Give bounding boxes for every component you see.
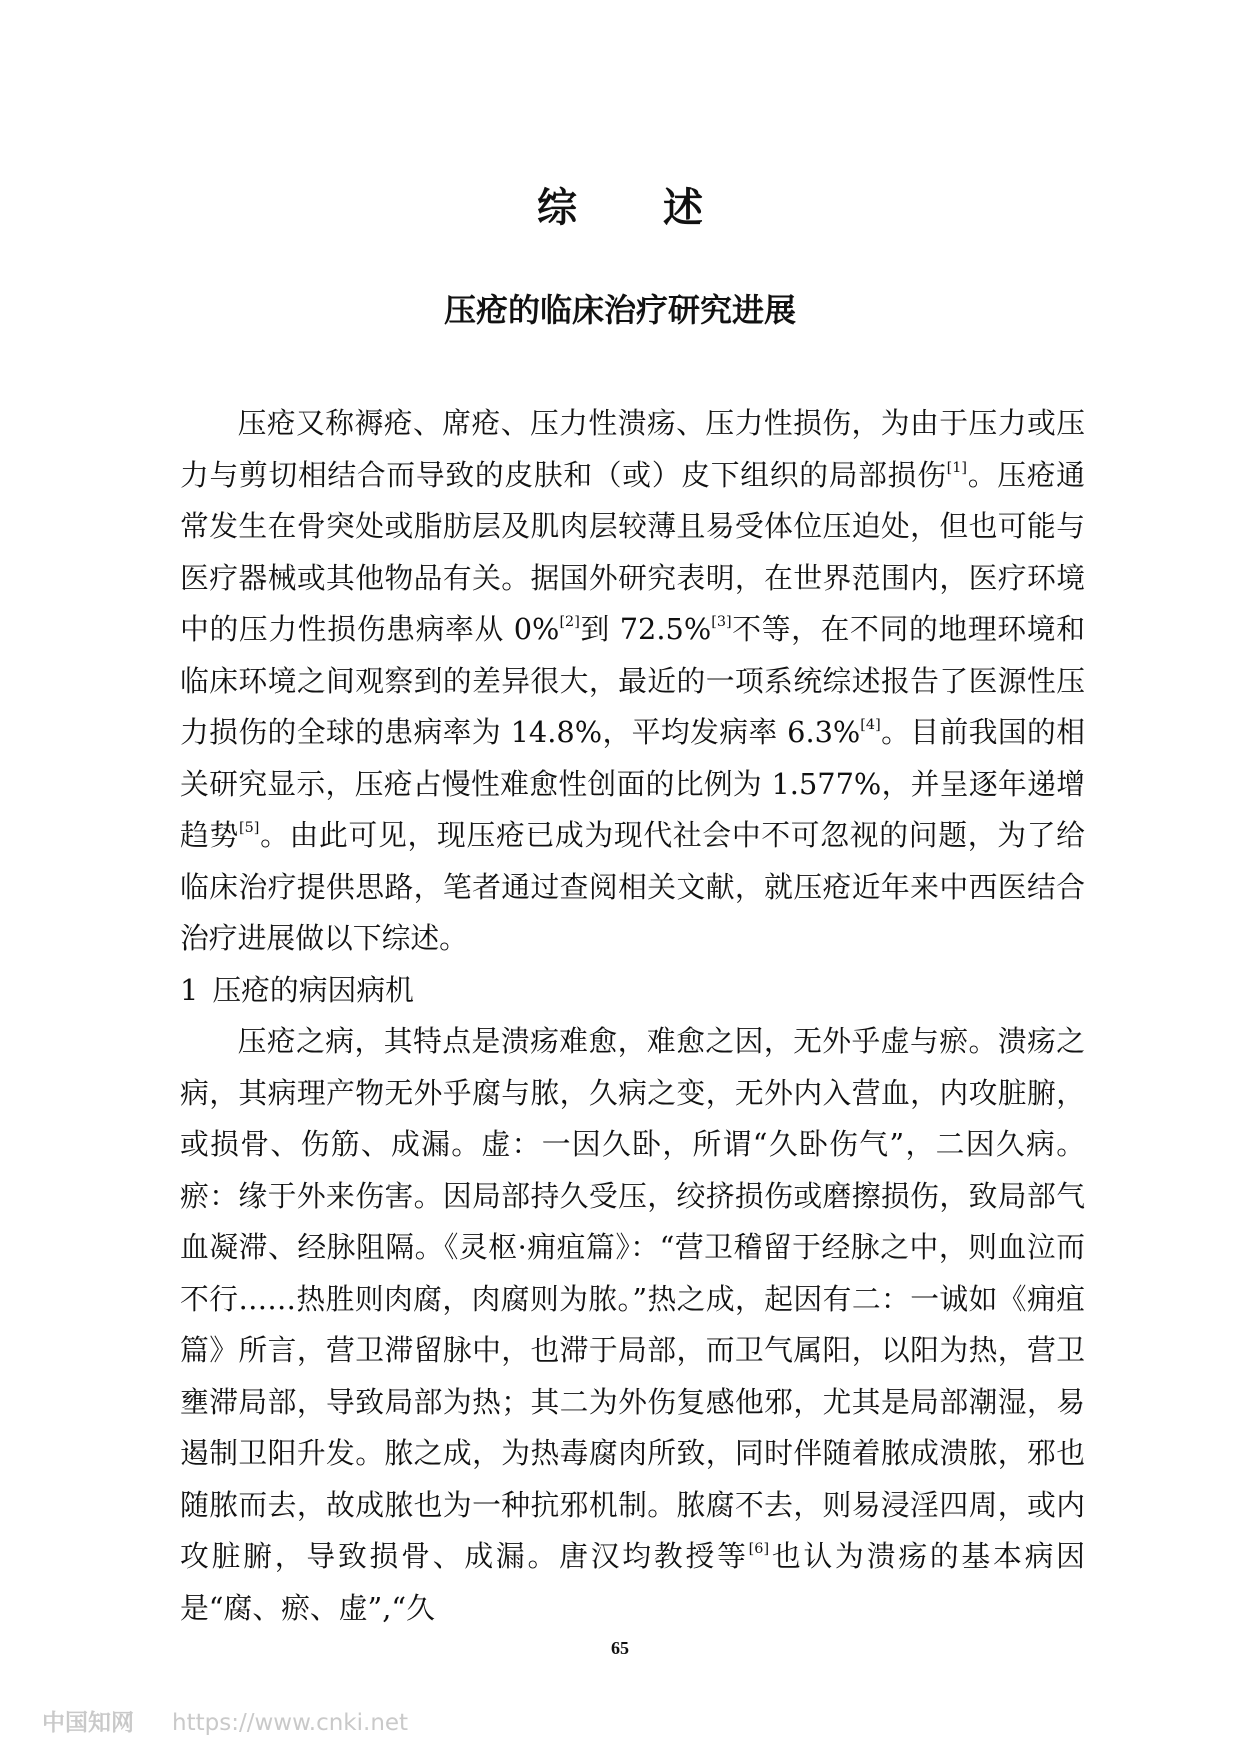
citation-1: [1] bbox=[946, 459, 968, 476]
paragraph-text: 也认为溃疡的基本病因是“腐、瘀、虚”,“久 bbox=[180, 1539, 1085, 1625]
paragraph-text: 。由此可见，现压疮已成为现代社会中不可忽视的问题，为了给临床治疗提供思路，笔者通过查阅相关文献，就压疮近年来中西医结合治疗进展做以下综述。 bbox=[180, 818, 1085, 955]
article-body bbox=[180, 398, 1085, 1634]
watermark-url: https://www.cnki.net bbox=[172, 1710, 409, 1736]
paragraph-etiology bbox=[180, 1016, 1085, 1634]
paragraph-text: 压疮又称褥疮、席疮、压力性溃疡、压力性损伤，为由于压力或压力与剪切相结合而导致的皮肤和（或）皮下组织的局部损伤 bbox=[180, 406, 1085, 492]
citation-2: [2] bbox=[559, 614, 580, 631]
citation-6: [6] bbox=[748, 1541, 770, 1558]
citation-4: [4] bbox=[860, 717, 881, 734]
section-heading bbox=[180, 965, 1085, 1017]
section-heading-number: 1 bbox=[180, 972, 199, 1007]
watermark-brand: 中国知网 bbox=[42, 1710, 134, 1736]
paragraph-text: 压疮之病，其特点是溃疡难愈，难愈之因，无外乎虚与瘀。溃疡之病，其病理产物无外乎腐与脓，久病之变，无外内入营血，内攻脏腑，或损骨、伤筋、成漏。虚：一因久卧，所谓“久卧伤气”，二因久病。瘀：缘于外来伤害。因局部持久受压，绞挤损伤或磨擦损伤，致局部气血凝滞、经脉阻隔。《灵枢·痈疽篇》：“营卫稽留于经脉之中，则血泣而不行……热胜则肉腐，肉腐则为脓。”热之成，起因有二：一诚如《痈疽篇》所言，营卫滞留脉中，也滞于局部，而卫气属阳，以阳为热，营卫壅滞局部，导致局部为热；其二为外伤复感他邪，尤其是局部潮湿，易遏制卫阳升发。脓之成，为热毒腐肉所致，同时伴随着脓成溃脓，邪也随脓而去，故成脓也为一种抗邪机制。脓腐不去，则易浸淫四周，或内攻脏腑，导致损骨、成漏。唐汉均教授等 bbox=[180, 1024, 1085, 1573]
paragraph-introduction bbox=[180, 398, 1085, 965]
paragraph-text: 不等，在不同的地理环境和临床环境之间观察到的差异很大，最近的一项系统综述报告了医源性压力损伤的全球的患病率为 14.8%，平均发病率 6.3% bbox=[180, 612, 1085, 749]
article-title: 压疮的临床治疗研究进展 bbox=[443, 291, 796, 329]
paragraph-text: 。目前我国的相关研究显示，压疮占慢性难愈性创面的比例为 1.577%，并呈逐年递增趋势 bbox=[180, 715, 1085, 852]
page-number: 65 bbox=[611, 1638, 629, 1658]
cnki-watermark bbox=[42, 1704, 408, 1737]
citation-3: [3] bbox=[711, 614, 732, 631]
section-heading-text: 压疮的病因病机 bbox=[212, 972, 414, 1007]
section-title: 综 述 bbox=[537, 185, 739, 231]
paragraph-text: 。压疮通常发生在骨突处或脂肪层及肌肉层较薄且易受体位压迫处，但也可能与医疗器械或其他物品有关。据国外研究表明，在世界范围内，医疗环境中的压力性损伤患病率从 0% bbox=[180, 457, 1085, 646]
citation-5: [5] bbox=[238, 820, 260, 837]
paragraph-text: 到 72.5% bbox=[579, 612, 712, 646]
